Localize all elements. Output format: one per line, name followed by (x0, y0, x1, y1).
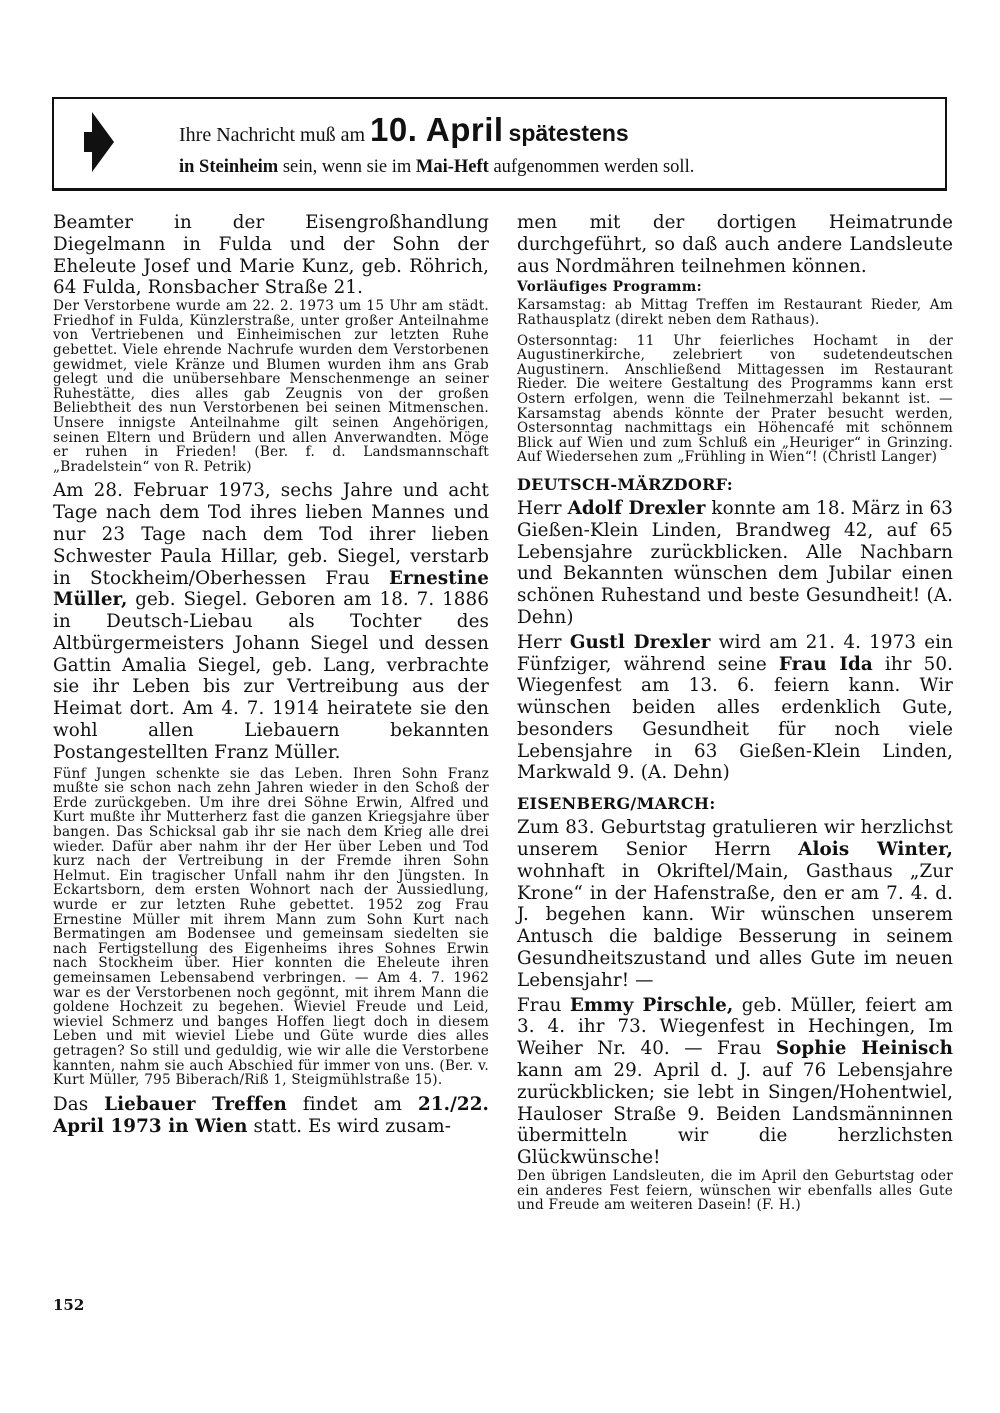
arrow-right-icon (84, 112, 114, 172)
notice-text: aufgenommen werden soll. (488, 157, 695, 177)
deadline-notice-line2 (179, 157, 694, 178)
text: wohnhaft in Okriftel/Main, Gasthaus „Zur Krone“ in der Hafenstraße, den er am 7. 4. d. J. begehen kann. Wir wünschen unserem Antusch die baldige Besserung in seinem Gesundheitszustand und alles Gute im neuen Lebensjahr! — (517, 860, 953, 991)
program-heading: Vorläufiges Programm: (517, 279, 703, 296)
text: ihr 50. Wiegenfest am 13. 6. feiern kann. Wir wünschen beiden alles erdenklich Gute, besonders Gesundheit für noch viele Lebensjahre in 63 Gießen-Klein Linden, Markwald 9. (A. Dehn) (517, 653, 953, 784)
person-name: Emmy Pirschle, (569, 994, 734, 1016)
deadline-date: 10. April (370, 111, 504, 148)
person-name: Gustl Drexler (569, 631, 711, 653)
program-sunday: Ostersonntag: 11 Uhr feierliches Hochamt in der Augustinerkirche, zelebriert von sudetendeutschen Augustinern. Anschließend Mittagessen im Restaurant Rieder. Die weitere Gestaltung des Programms kann erst Ostern erfolgen, wenn die Teilnehmerzahl bekannt ist. — Karsamstag abends könnte der Prater besucht werden, Ostersonntag nachmittags ein Höhencafé mit schönnem Blick auf Wien und zum Schluß ein „Heuriger“ in Grinzing. Auf Wiedersehen zum „Frühling in Wien“! (Christl Langer) (517, 332, 953, 466)
obituary-intro: Beamter in der Eisengroßhandlung Diegelmann in Fulda und der Sohn der Eheleute Josef und Marie Kunz, geb. Röhrich, 64 Fulda, Ronsbacher Straße 21. (53, 212, 489, 299)
text: geb. Müller, feiert am 3. 4. ihr 73. Wiegenfest in Hechingen, Im Weiher Nr. 40. — Frau (517, 994, 953, 1060)
section-heading-deutsch-maerzdorf: DEUTSCH-MÄRZDORF: (517, 474, 733, 494)
text: kann am 29. April d. J. auf 76 Lebensjahre zurückblicken; sie lebt in Singen/Hohentwiel, Hauloser Straße 9. Beiden Landsmänninnen übermitteln wir die herzlichsten Glückwünsche! (517, 1060, 953, 1169)
left-column (53, 212, 489, 1137)
notice-text: sein, wenn sie im (278, 157, 416, 177)
text: Herr (517, 631, 570, 653)
text: findet am (286, 1093, 419, 1115)
person-name: Adolf Drexler (567, 497, 706, 519)
text: Herr (517, 497, 568, 519)
birthday-pirschle-heinisch (517, 995, 953, 1169)
event-name: Liebauer Treffen (104, 1093, 287, 1115)
page-number: 152 (53, 1296, 85, 1314)
text: Das (53, 1093, 105, 1115)
notice-text: spätestens (508, 120, 629, 146)
text: geb. Siegel. Geboren am 18. 7. 1886 in Deutsch-Liebau als Tochter des Altbürgermeisters Johann Siegel und dessen Gattin Amalia Siegel, geb. Lang, verbrachte sie ihr Leben bis zur Vertreibung aus der Heimat dort. Am 4. 7. 1914 heiratete sie den wohl allen Liebauern bekannten Postangestellten Franz Müller. (53, 589, 489, 763)
obituary-mueller-details: Fünf Jungen schenkte sie das Leben. Ihren Sohn Franz mußte sie schon nach zehn Jahren wieder in den Schoß der Erde zurückgeben. Um ihre drei Söhne Erwin, Alfred und Kurt mußte ihr Mutterherz fast die ganzen Kriegsjahre über bangen. Das Schicksal gab ihr sie nach dem Krieg alle drei wieder. Dafür aber nahm ihr der Her über Leben und Tod kurz nach der Vertreibung in der Fremde ihren Sohn Helmut. Ein tragischer Unfall nahm ihr den Jüngsten. In Eckartsborn, dem ersten Wohnort nach der Aussiedlung, wurde er zur letzten Ruhe gebettet. 1952 zog Frau Ernestine Müller mit ihrem Mann zum Sohn Kurt nach Bermatingen am Bodensee und gemeinsam siedelten sie nach Fertigstellung des Eigenheims ihres Sohnes Erwin nach Stockheim über. Hier konnten die Eheleute ihren gemeinsamen Lebensabend verbringen. — Am 4. 7. 1962 war es der Verstorbenen noch gegönnt, mit ihrem Mann die goldene Hochzeit zu begehen. Wieviel Freude und Leid, wieviel Schmerz und banges Hoffen liegt doch in diesem Leben und mit wieviel Liebe und Güte wurde dies alles getragen? So still und geduldig, wie wir alle die Verstorbene kannten, nahm sie auch Abschied für immer von uns. (Ber. v. Kurt Müller, 795 Biberach/Riß 1, Steigmühlstraße 15). (53, 765, 489, 1089)
person-name: Frau Ida (778, 653, 873, 675)
deadline-notice-line1 (179, 111, 629, 149)
birthday-alois-winter (517, 817, 953, 991)
birthday-adolf-drexler (517, 498, 953, 629)
general-greetings: Den übrigen Landsleuten, die im April den Geburtstag oder ein anderes Fest feiern, wünschen wir ebenfalls alles Gute und Freude am weiteren Dasein! (F. H.) (517, 1168, 953, 1214)
program-saturday: Karsamstag: ab Mittag Treffen im Restaurant Rieder, Am Rathausplatz (direkt neben dem Rathaus). (517, 297, 953, 328)
notice-issue: Mai-Heft (415, 157, 489, 177)
person-name: Alois Winter, (798, 839, 953, 861)
event-date: 21./22. April 1973 in Wien (53, 1093, 490, 1137)
meeting-announcement (53, 1094, 489, 1138)
section-heading-eisenberg-march: EISENBERG/MARCH: (517, 794, 716, 814)
text: Am 28. Februar 1973, sechs Jahre und acht Tage nach dem Tod ihres lieben Mannes und nur 23 Tage nach dem Tod ihrer lieben Schwester Paula Hillar, geb. Siegel, verstarb in Stockheim/Oberhessen Frau (53, 480, 489, 589)
person-name: Ernestine Müller, (53, 567, 489, 611)
text: konnte am 18. März in 63 Gießen-Klein Linden, Brandweg 42, auf 65 Lebensjahre zurückblicken. Alle Nachbarn und Bekannten wünschen dem Jubilar einen schönen Ruhestand und beste Gesundheit! (A. Dehn) (517, 497, 954, 628)
notice-location: in Steinheim (179, 157, 279, 177)
birthday-gustl-drexler (517, 632, 953, 785)
obituary-mueller (53, 480, 489, 763)
text: Zum 83. Geburtstag gratulieren wir herzlichst unserem Senior Herrn (517, 817, 953, 861)
deadline-notice-box (52, 97, 947, 191)
funeral-report: Der Verstorbene wurde am 22. 2. 1973 um 15 Uhr am städt. Friedhof in Fulda, Künzlerstraße, unter großer Anteilnahme von Vertriebenen und Einheimischen zur letzten Ruhe gebettet. Viele ehrende Nachrufe wurden dem Verstorbenen gewidmet, viele Kränze und Blumen wurden ihm ans Grab gelegt und die unübersehbare Menschenmenge an seiner Ruhestätte, dies alles gab Zeugnis von der großen Beliebtheit des nun Verstorbenen bei seinen Mitmenschen. Unsere innigste Anteilnahme gilt seinen Angehörigen, seinen Eltern und Brüdern und allen Anverwandten. Möge er ruhen in Frieden! (Ber. f. d. Landsmannschaft „Bradelstein“ von R. Petrik) (53, 298, 489, 475)
right-column (517, 212, 953, 1213)
text: wird am 21. 4. 1973 ein Fünfziger, während seine (517, 631, 953, 675)
notice-text: Ihre Nachricht muß am (179, 124, 366, 146)
text: Frau (517, 994, 570, 1016)
person-name: Sophie Heinisch (775, 1038, 953, 1060)
text: statt. Es wird zusam- (247, 1115, 452, 1137)
meeting-continuation: men mit der dortigen Heimatrunde durchgeführt, so daß auch andere Landsleute aus Nordmähren teilnehmen können. (517, 212, 953, 277)
